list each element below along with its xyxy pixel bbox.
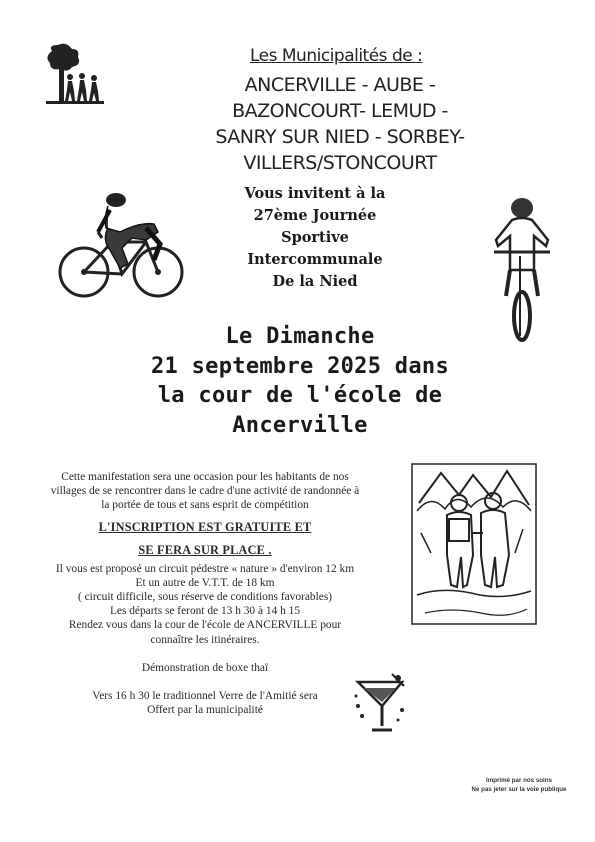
event-line-3: la cour de l'école de bbox=[157, 383, 443, 408]
verre-line-1: Vers 16 h 30 le traditionnel Verre de l'Amitié sera bbox=[92, 690, 318, 703]
cocktail-glass-icon bbox=[352, 672, 410, 734]
event-line-2: 21 septembre 2025 dans bbox=[151, 353, 449, 379]
event-description bbox=[50, 470, 360, 717]
print-note bbox=[455, 776, 583, 794]
inscription-line-2: SE FERA SUR PLACE . bbox=[138, 542, 272, 557]
circuit-vtt: Et un autre de V.T.T. de 18 km bbox=[135, 576, 275, 589]
boxing-demo: Démonstration de boxe thaï bbox=[141, 661, 269, 674]
event-date-block bbox=[60, 322, 540, 440]
municipalities-line-4: VILLERS/STONCOURT bbox=[243, 152, 437, 174]
municipalities-line-1: ANCERVILLE - AUBE - bbox=[244, 74, 436, 96]
invitation-line-2: 27ème Journée bbox=[253, 207, 377, 224]
invitation-block bbox=[230, 183, 400, 293]
municipalities-line-3: SANRY SUR NIED - SORBEY- bbox=[215, 126, 465, 148]
invitation-line-5: De la Nied bbox=[272, 273, 358, 290]
rendez-vous: Rendez vous dans la cour de l'école de ANCERVILLE pour connaître les itinéraires. bbox=[68, 619, 342, 646]
print-note-line-2: Ne pas jeter sur la voie publique bbox=[471, 786, 567, 793]
hikers-mountains-icon bbox=[411, 463, 537, 625]
municipalities-title: Les Municipalités de : bbox=[250, 46, 423, 66]
event-line-1: Le Dimanche bbox=[225, 324, 375, 349]
event-line-4: Ancerville bbox=[232, 412, 368, 438]
invitation-line-3: Sportive bbox=[281, 229, 349, 246]
inscription-line-1: L'INSCRIPTION EST GRATUITE ET bbox=[98, 519, 312, 534]
invitation-line-4: Intercommunale bbox=[247, 251, 383, 268]
cyclist-side-icon bbox=[58, 188, 186, 300]
departs-time: Les départs se feront de 13 h 30 à 14 h 15 bbox=[109, 605, 301, 618]
print-note-line-1: Imprimé par nos soins bbox=[485, 777, 553, 784]
intro-paragraph: Cette manifestation sera une occasion pour les habitants de nos villages de se rencontrer dans le cadre d'une activité de randonnée à la portée de tous et sans esprit de compétition bbox=[50, 471, 360, 512]
circuit-note: ( circuit difficile, sous réserve de conditions favorables) bbox=[77, 591, 333, 604]
circuit-pedestre: Il vous est proposé un circuit pédestre « nature » d'environ 12 km bbox=[55, 562, 355, 575]
municipalities-line-2: BAZONCOURT- LEMUD - bbox=[232, 100, 448, 122]
verre-line-2: Offert par la municipalité bbox=[147, 704, 263, 717]
invitation-line-1: Vous invitent à la bbox=[244, 185, 386, 202]
walkers-tree-icon bbox=[44, 43, 104, 105]
